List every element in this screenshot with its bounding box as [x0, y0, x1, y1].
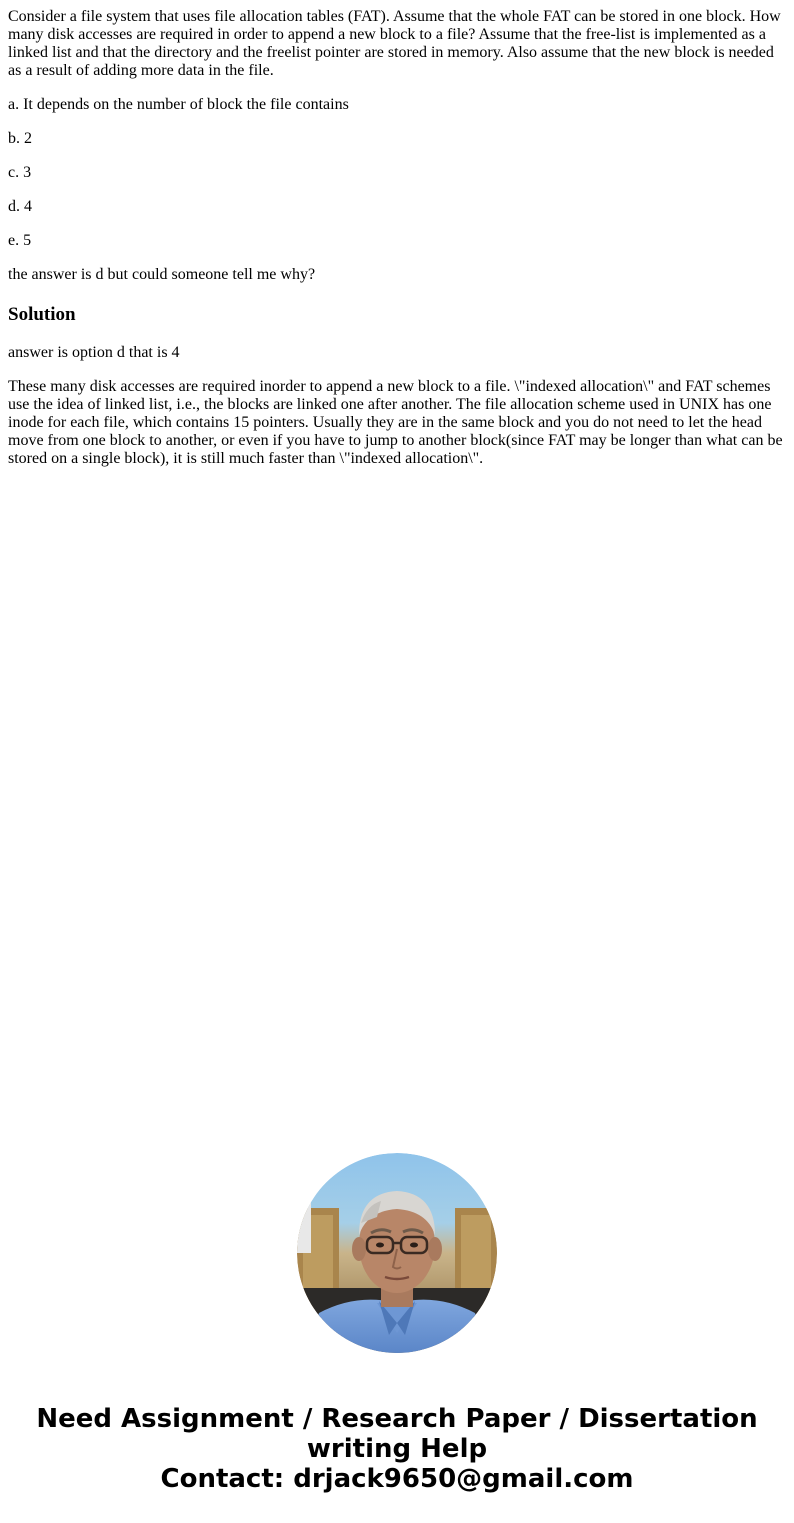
solution-answer: answer is option d that is 4	[8, 344, 180, 361]
footer-line-2: writing Help	[306, 1434, 488, 1464]
avatar-portrait	[297, 1153, 497, 1353]
avatar	[297, 1153, 497, 1353]
question-text: Consider a file system that uses file allocation tables (FAT). Assume that the whole FAT can be stored in one block. How many disk accesses are required in order to append a new block to a file? Assume that the free-list is implemented as a linked list and that the directory and the freelist pointer are stored in memory. Also assume that the new block is needed as a result of adding more data in the file.	[8, 8, 781, 79]
solution-explanation: These many disk accesses are required inorder to append a new block to a file. \"indexed allocation\" and FAT schemes use the idea of linked list, i.e., the blocks are linked one after another. The file allocation scheme used in UNIX has one inode for each file, which contains 15 pointers. Usually they are in the same block and you do not need to let the head move from one block to another, or even if you have to jump to another block(since FAT may be longer than what can be stored on a single block), it is still much faster than \"indexed allocation\".	[8, 378, 783, 467]
question-followup: the answer is d but could someone tell me why?	[8, 266, 316, 283]
solution-heading: Solution	[8, 304, 76, 325]
footer-banner	[0, 1404, 794, 1494]
footer-line-1: Need Assignment / Research Paper / Dissertation	[36, 1404, 758, 1434]
option-a: a. It depends on the number of block the file contains	[8, 96, 349, 113]
footer-contact: Contact: drjack9650@gmail.com	[160, 1464, 634, 1494]
option-d: d. 4	[8, 198, 32, 215]
option-e: e. 5	[8, 232, 32, 249]
document-content	[8, 8, 786, 484]
option-b: b. 2	[8, 130, 32, 147]
option-c: c. 3	[8, 164, 32, 181]
